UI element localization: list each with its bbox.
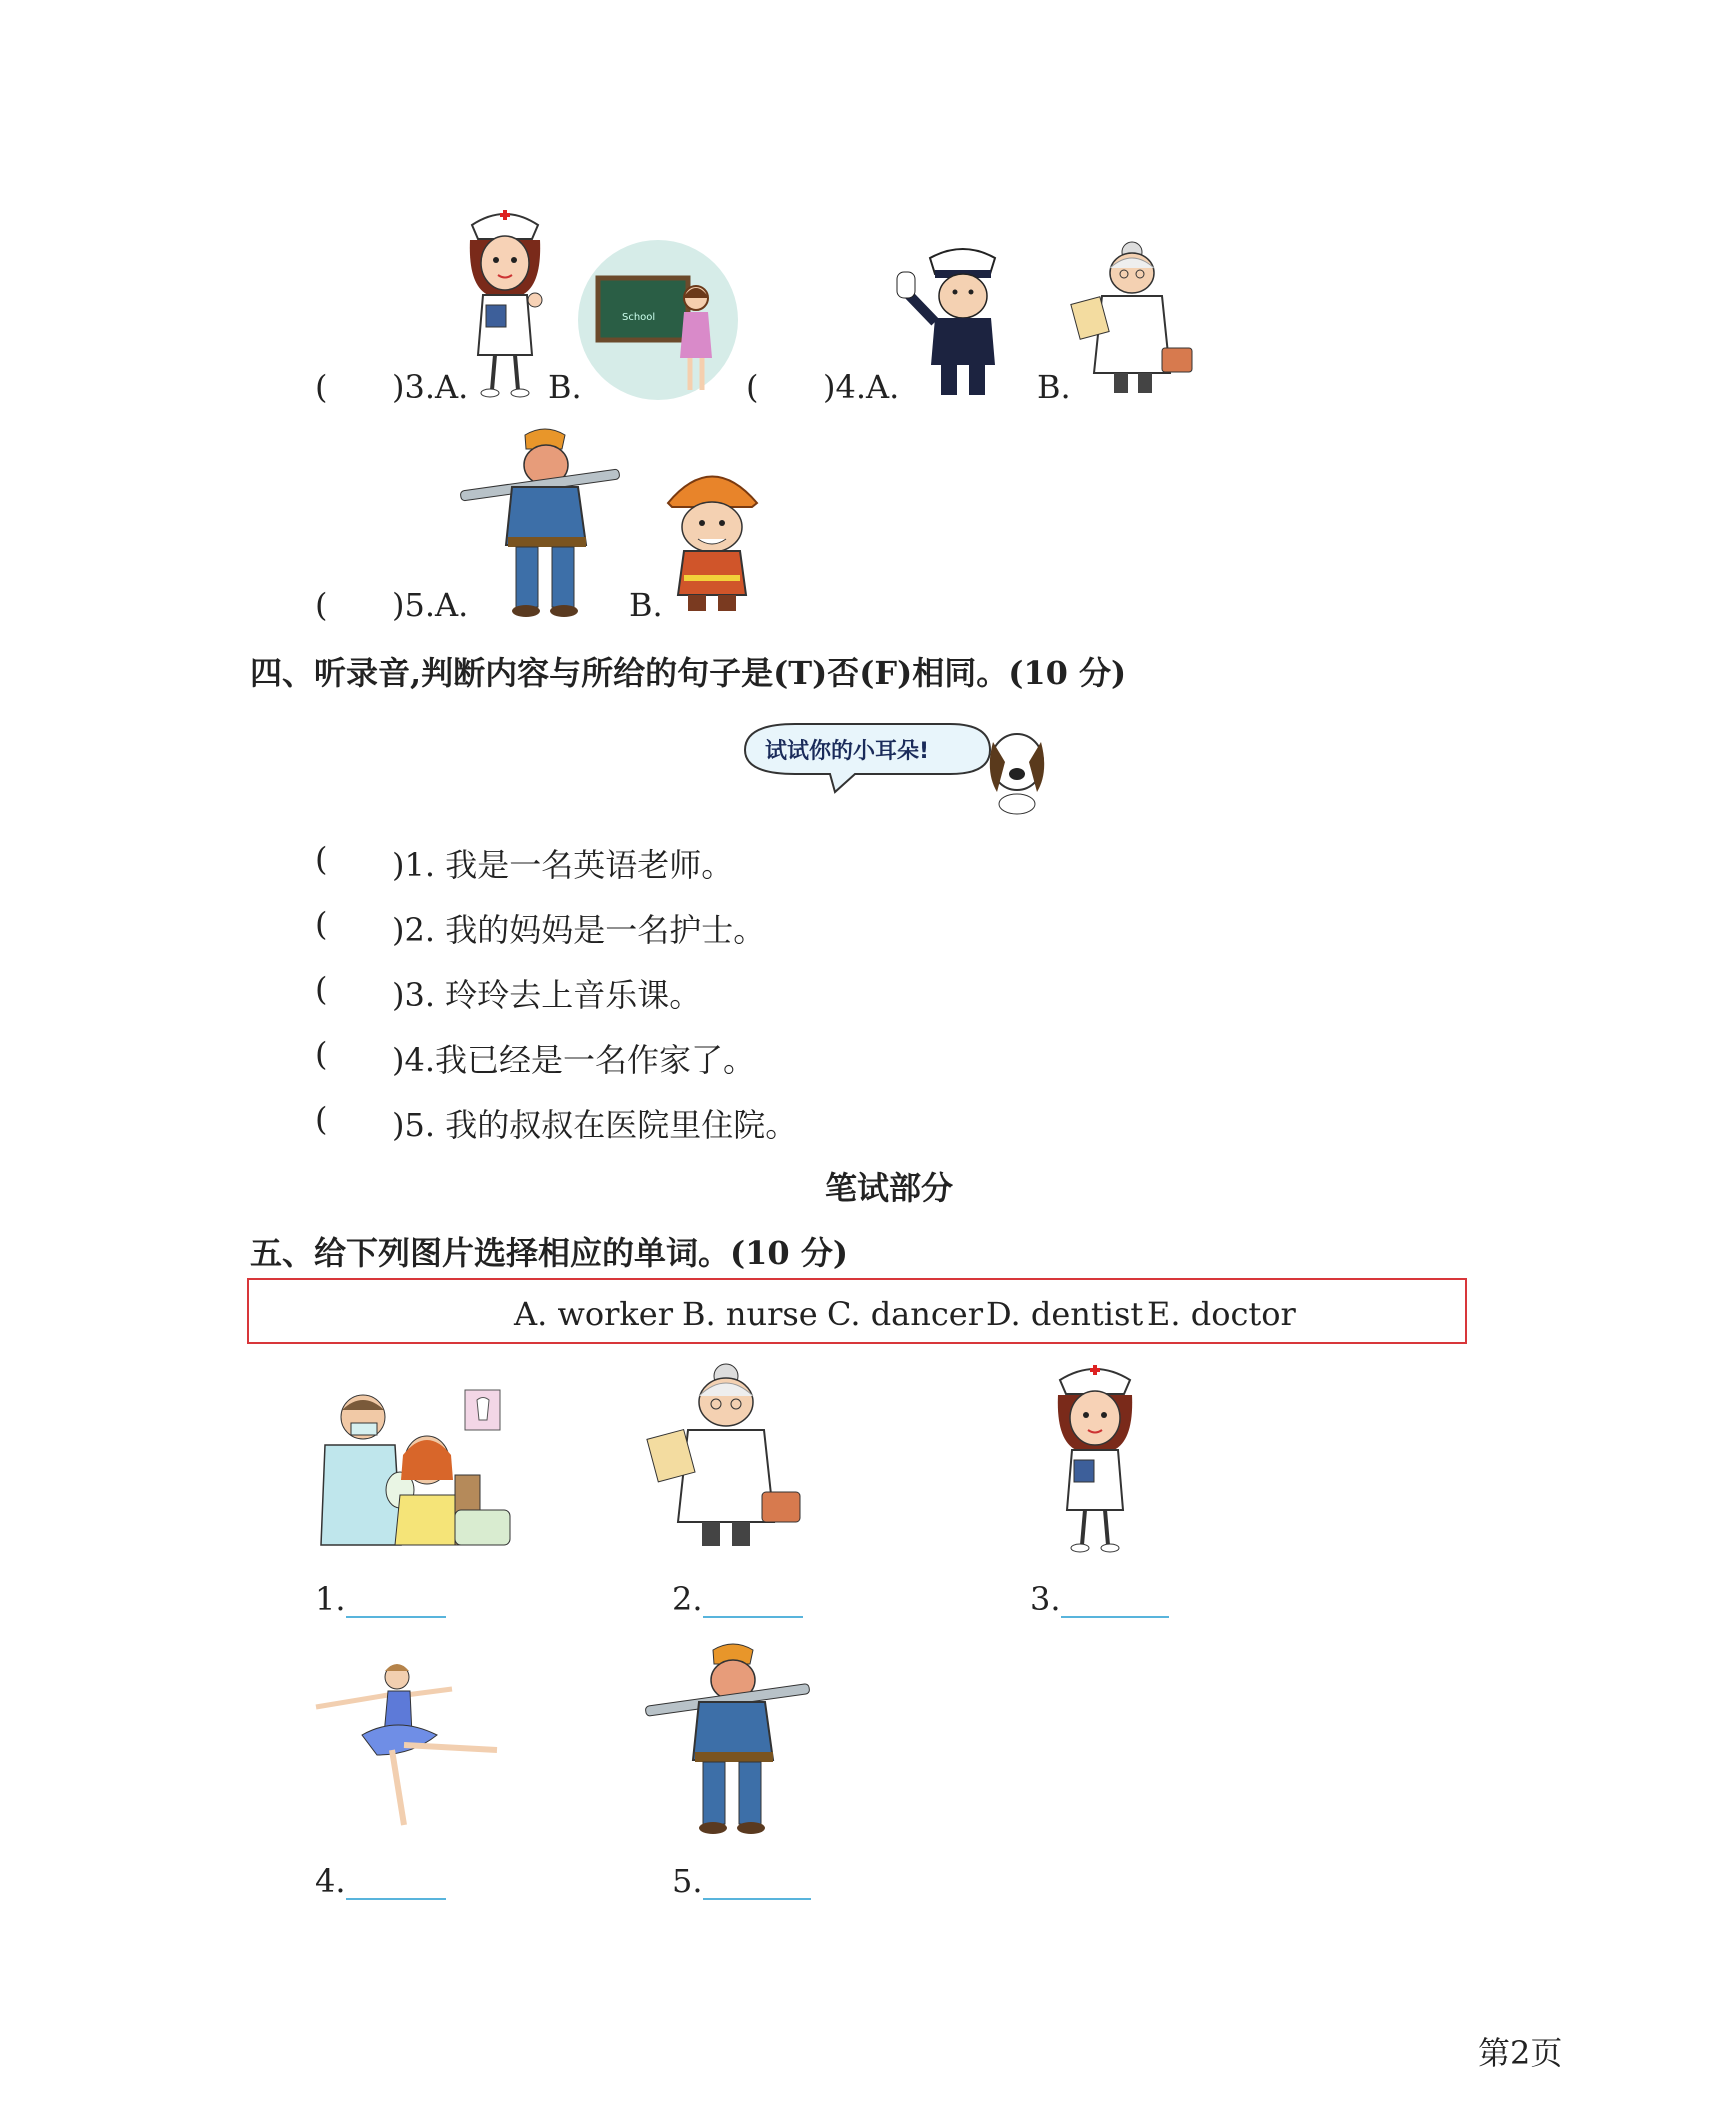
- answer-blank[interactable]: [703, 1582, 803, 1618]
- nurse-image: [450, 205, 560, 400]
- paren-open: (: [315, 840, 328, 878]
- answer-blank[interactable]: [346, 1864, 446, 1900]
- page-number: 第2页: [1478, 2034, 1563, 2072]
- paren-open: (: [315, 1035, 328, 1073]
- item-number: 5.: [672, 1862, 703, 1900]
- paren-open: (: [746, 368, 759, 406]
- teacher-image: [578, 240, 738, 400]
- paren-open: (: [315, 970, 328, 1008]
- question-label: )3.A.: [392, 368, 469, 406]
- answer-blank[interactable]: [346, 1582, 446, 1618]
- answer-item-1: [315, 1580, 446, 1618]
- firefighter-image: [660, 455, 765, 615]
- option-b-label: B.: [629, 586, 663, 624]
- paren-open: (: [315, 1100, 328, 1138]
- paren-open: (: [315, 368, 328, 406]
- section-4-title: 四、听录音,判断内容与所给的句子是(T)否(F)相同。(10 分): [250, 654, 1127, 692]
- paren-open: (: [315, 905, 328, 943]
- word-option: E. doctor: [1147, 1295, 1296, 1333]
- dentist-image: [315, 1385, 510, 1550]
- judge-item: )4.我已经是一名作家了。: [392, 1041, 756, 1079]
- worker-image: [460, 425, 625, 620]
- answer-item-2: [672, 1580, 803, 1618]
- board-text: School: [622, 312, 656, 323]
- written-part-heading: 笔试部分: [825, 1169, 954, 1207]
- paren-open: (: [315, 586, 328, 624]
- bubble-text: 试试你的小耳朵!: [765, 739, 930, 764]
- answer-blank[interactable]: [703, 1864, 811, 1900]
- doctor-image: [648, 1360, 808, 1555]
- worker-image: [645, 1640, 815, 1840]
- word-option: D. dentist: [986, 1295, 1144, 1333]
- nurse-image: [1038, 1360, 1153, 1555]
- word-option: A. worker: [514, 1295, 674, 1333]
- word-bank-box: [247, 1278, 1467, 1344]
- policeman-image: [895, 240, 1025, 400]
- word-option: B. nurse: [682, 1295, 818, 1333]
- ballet-dancer-image: [312, 1655, 507, 1835]
- answer-item-4: [315, 1862, 446, 1900]
- listen-tip-graphic: [735, 712, 1055, 821]
- answer-item-5: [672, 1862, 811, 1900]
- judge-item: )2. 我的妈妈是一名护士。: [392, 911, 766, 949]
- option-b-label: B.: [1037, 368, 1071, 406]
- question-label: )5.A.: [392, 586, 469, 624]
- item-number: 1.: [315, 1580, 346, 1618]
- answer-item-3: [1030, 1580, 1169, 1618]
- judge-item: )3. 玲玲去上音乐课。: [392, 976, 702, 1014]
- answer-blank[interactable]: [1061, 1582, 1169, 1618]
- judge-item: )5. 我的叔叔在医院里住院。: [392, 1106, 798, 1144]
- item-number: 4.: [315, 1862, 346, 1900]
- doctor-image: [1070, 238, 1200, 403]
- word-option: C. dancer: [827, 1295, 984, 1333]
- section-5-title: 五、给下列图片选择相应的单词。(10 分): [250, 1234, 848, 1272]
- item-number: 2.: [672, 1580, 703, 1618]
- judge-item: )1. 我是一名英语老师。: [392, 846, 734, 884]
- option-b-label: B.: [548, 368, 582, 406]
- question-label: )4.A.: [823, 368, 900, 406]
- item-number: 3.: [1030, 1580, 1061, 1618]
